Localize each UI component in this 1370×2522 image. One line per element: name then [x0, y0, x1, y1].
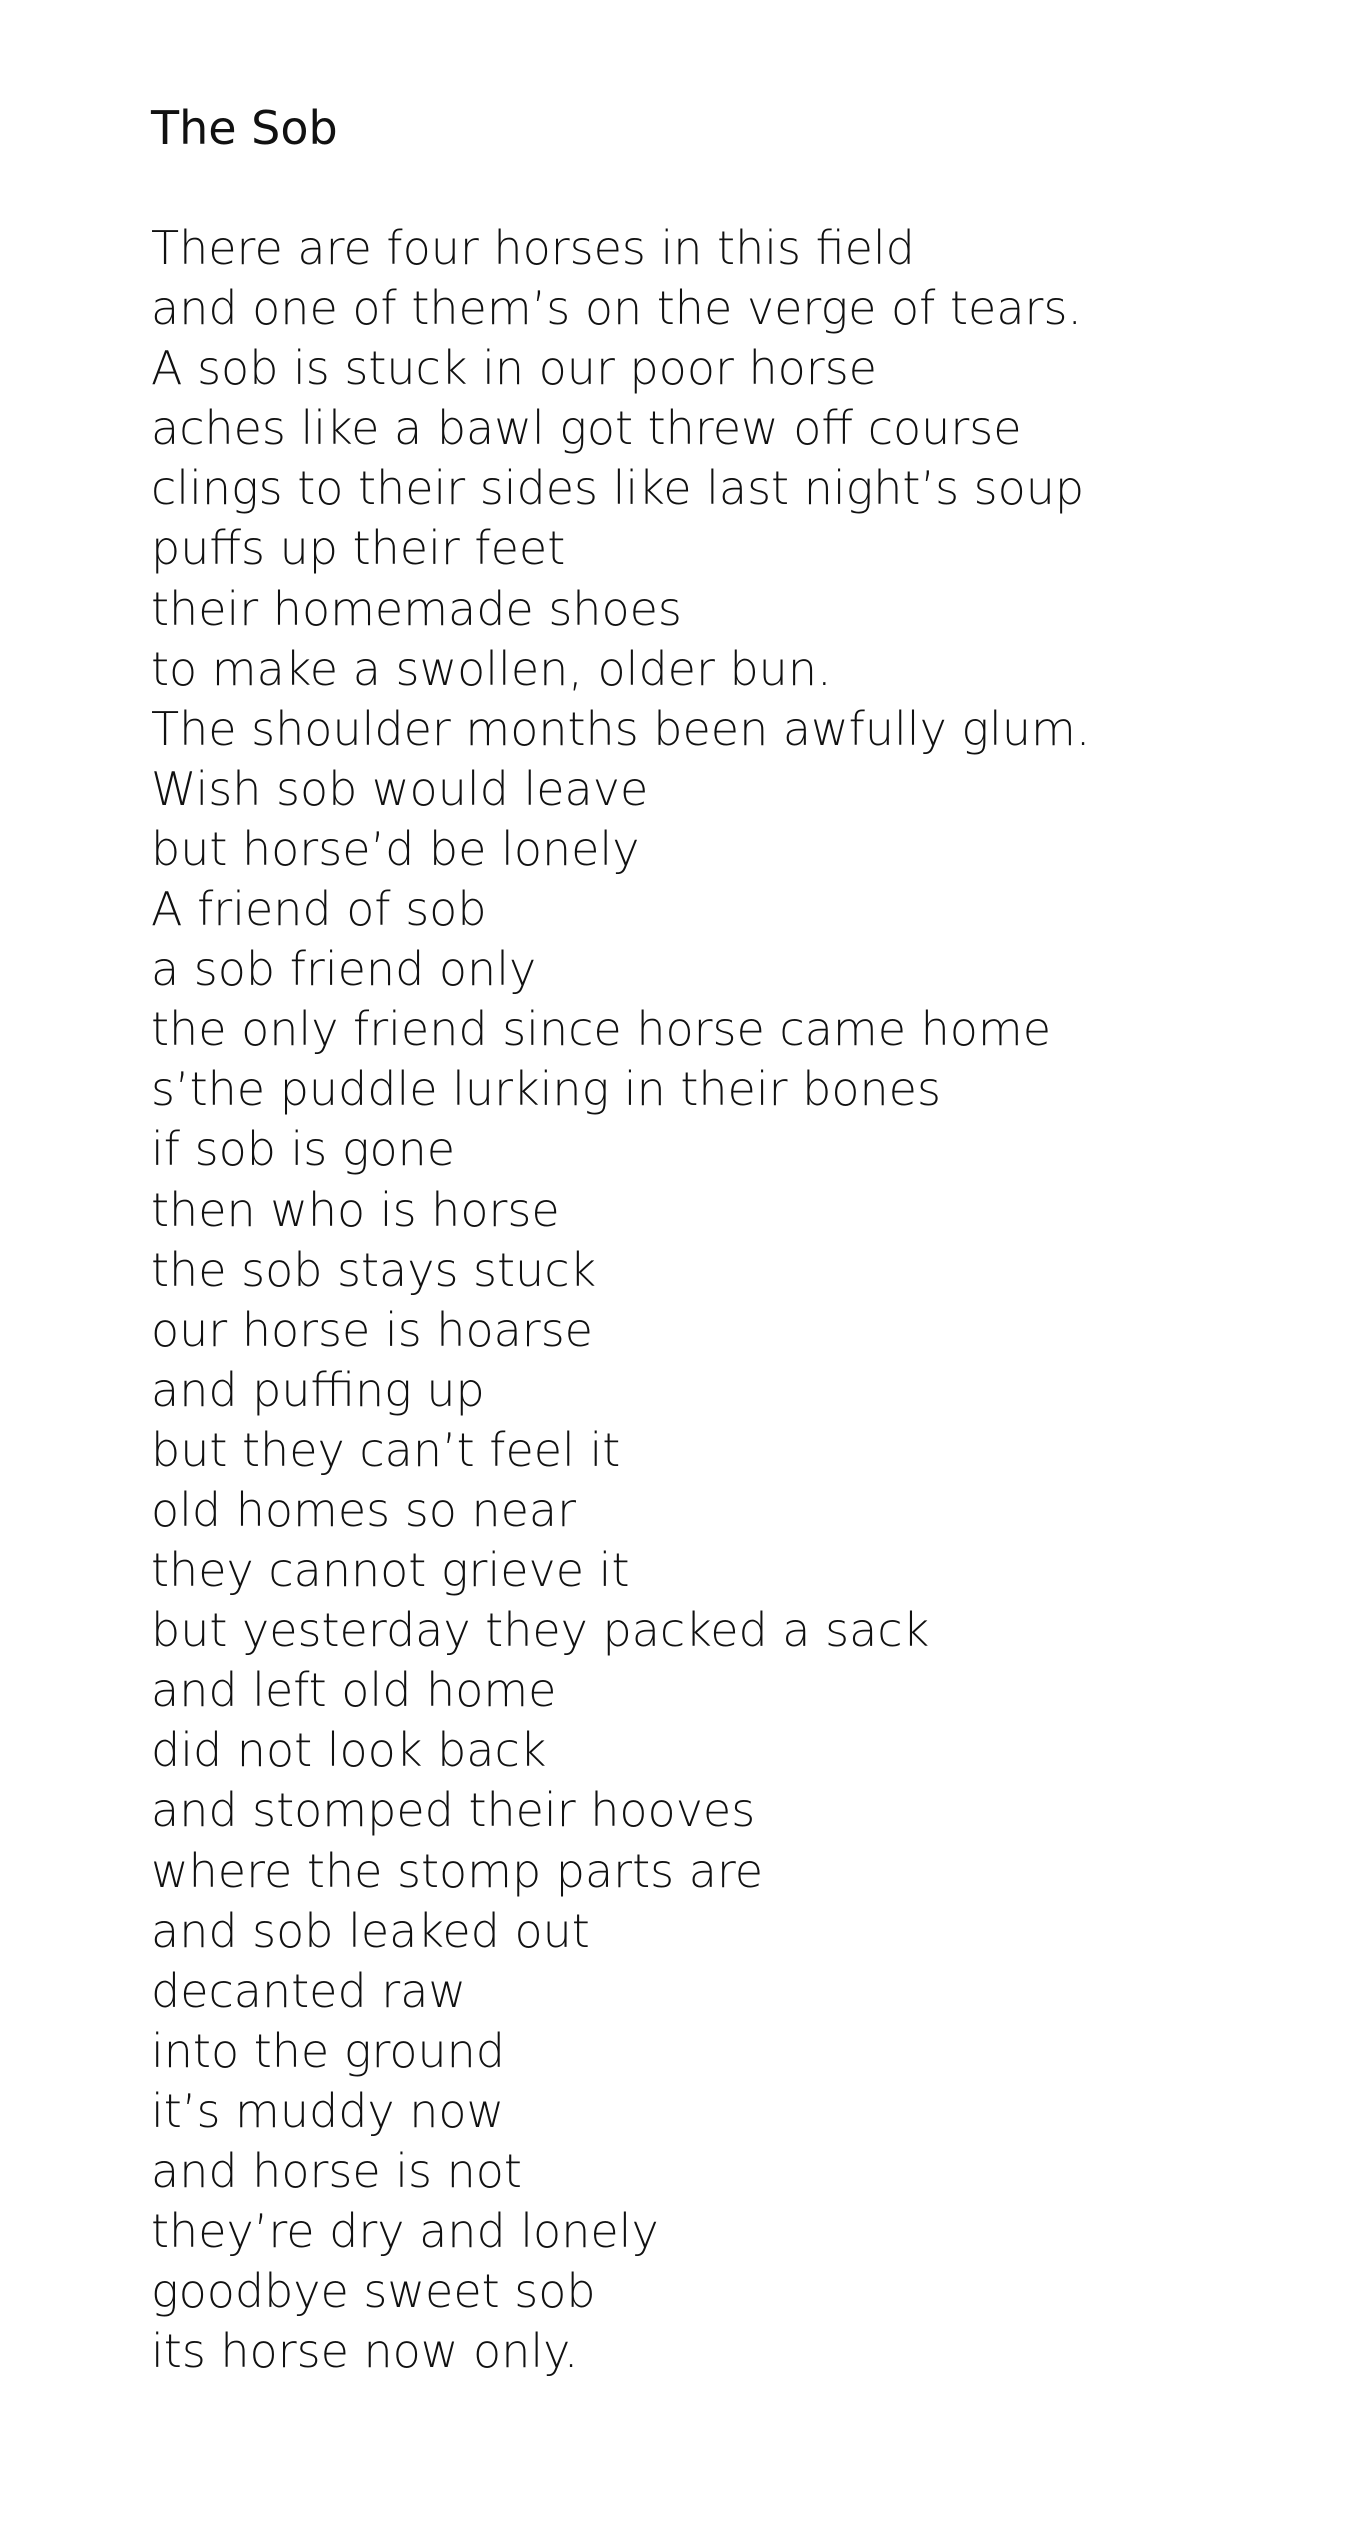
poem-line: Wish sob would leave [151, 761, 649, 816]
poem-line: s’the puddle lurking in their bones [151, 1062, 941, 1117]
poem-line: then who is horse [151, 1182, 560, 1237]
poem-line: but horse’d be lonely [151, 821, 640, 876]
poem-lines [151, 218, 1090, 2381]
poem-line: their homemade shoes [151, 581, 682, 636]
poem-line: clings to their sides like last night’s soup [151, 461, 1085, 516]
poem-line: where the stomp parts are [151, 1843, 764, 1898]
poem-line: puffs up their feet [151, 521, 566, 576]
poem-line: old homes so near [151, 1482, 577, 1537]
poem-line: A friend of sob [151, 882, 487, 937]
poem [151, 98, 1251, 2379]
poem-line: its horse now only. [151, 2324, 579, 2379]
poem-line: and one of them’s on the verge of tears. [151, 281, 1083, 336]
poem-line: goodbye sweet sob [151, 2264, 596, 2319]
poem-line: but yesterday they packed a sack [151, 1603, 930, 1658]
poem-line: but they can’t feel it [151, 1422, 621, 1477]
poem-line: aches like a bawl got threw off course [151, 401, 1022, 456]
poem-line: a sob friend only [151, 942, 537, 997]
poem-line: decanted raw [151, 1963, 467, 2018]
poem-line: and horse is not [151, 2144, 522, 2198]
poem-line: and left old home [151, 1663, 557, 1718]
poem-line: There are four horses in this field [151, 221, 915, 275]
poem-line: and puffing up [151, 1362, 485, 1417]
poem-line: The shoulder months been awfully glum. [151, 701, 1091, 756]
poem-line: the sob stays stuck [151, 1242, 597, 1297]
poem-line: into the ground [151, 2023, 506, 2078]
poem-line: they cannot grieve it [151, 1543, 630, 1598]
poem-line: did not look back [151, 1723, 547, 1778]
poem-line: the only friend since horse came home [151, 1002, 1052, 1057]
poem-line: if sob is gone [151, 1122, 456, 1177]
poem-line: our horse is hoarse [151, 1302, 593, 1357]
poem-line: to make a swollen, older bun. [151, 641, 832, 696]
poem-title: The Sob [151, 101, 338, 155]
poem-line: they’re dry and lonely [151, 2204, 659, 2259]
poem-line: and stomped their hooves [151, 1783, 756, 1838]
poem-line: and sob leaked out [151, 1903, 590, 1958]
poem-line: A sob is stuck in our poor horse [151, 341, 877, 396]
poem-line: it’s muddy now [151, 2083, 505, 2138]
